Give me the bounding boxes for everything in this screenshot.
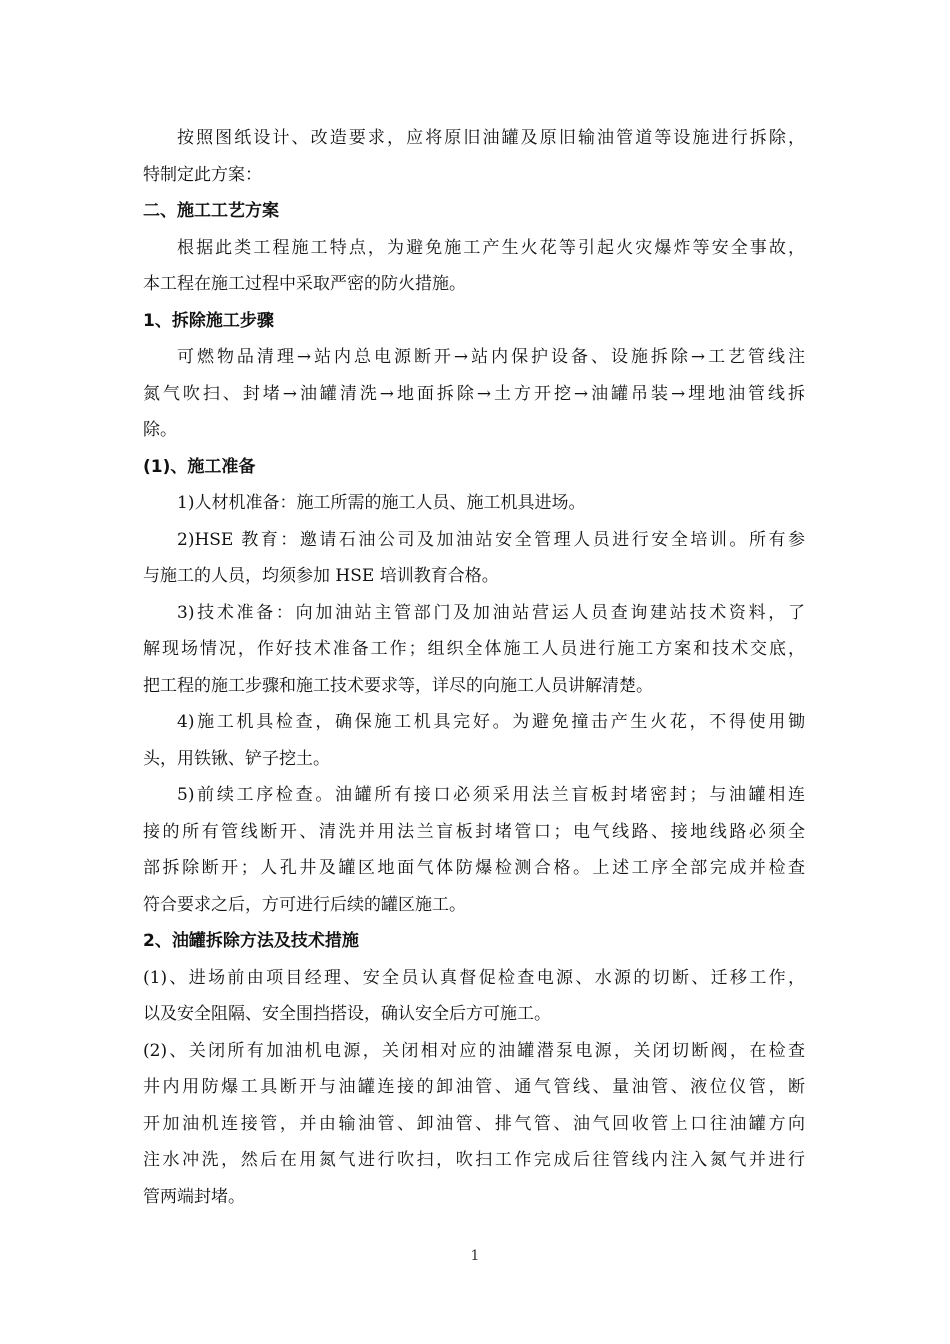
body-text-line: (2)、关闭所有加油机电源，关闭相对应的油罐潜泵电源，关闭切断阀，在检查 <box>143 1040 805 1061</box>
subsection-heading: 2、油罐拆除方法及技术措施 <box>143 931 359 951</box>
body-text-line: 除。 <box>143 420 177 440</box>
document-body <box>143 120 805 1215</box>
section-heading: 二、施工工艺方案 <box>143 201 279 221</box>
body-text-line: 开加油机连接管，并由输油管、卸油管、排气管、油气回收管上口往油罐方向 <box>143 1113 805 1134</box>
body-text-line: 可燃物品清理→站内总电源断开→站内保护设备、设施拆除→工艺管线注 <box>177 347 805 367</box>
body-text-line: 氮气吹扫、封堵→油罐清洗→地面拆除→土方开挖→油罐吊装→埋地油管线拆 <box>143 383 805 404</box>
list-item-line: 3)技术准备：向加油站主管部门及加油站营运人员查询建站技术资料，了 <box>177 602 805 623</box>
list-item-line: 与施工的人员，均须参加 HSE 培训教育合格。 <box>143 566 499 586</box>
list-item-line: 4)施工机具检查，确保施工机具完好。为避免撞击产生火花，不得使用锄 <box>177 712 805 732</box>
body-text-line: 注水冲洗，然后在用氮气进行吹扫，吹扫工作完成后往管线内注入氮气并进行 <box>143 1150 805 1170</box>
body-text-line: 以及安全阻隔、安全围挡搭设，确认安全后方可施工。 <box>143 1004 551 1024</box>
list-item-line: 解现场情况，作好技术准备工作；组织全体施工人员进行施工方案和技术交底， <box>143 639 805 659</box>
body-text-line: 特制定此方案： <box>143 164 262 185</box>
list-item-line: 5)前续工序检查。油罐所有接口必须采用法兰盲板封堵密封；与油罐相连 <box>177 785 805 805</box>
body-text-line: 管两端封堵。 <box>143 1186 245 1207</box>
list-item-line: 1)人材机准备：施工所需的施工人员、施工机具进场。 <box>177 493 586 513</box>
list-item-line: 部拆除断开；人孔井及罐区地面气体防爆检测合格。上述工序全部完成并检查 <box>143 858 805 878</box>
body-text-line: 根据此类工程施工特点，为避免施工产生火花等引起火灾爆炸等安全事故， <box>177 237 805 258</box>
list-item-line: 接的所有管线断开、清洗并用法兰盲板封堵管口；电气线路、接地线路必须全 <box>143 821 805 842</box>
subsection-heading: (1)、施工准备 <box>143 456 256 477</box>
list-item-line: 把工程的施工步骤和施工技术要求等，详尽的向施工人员讲解清楚。 <box>143 675 653 696</box>
body-text-line: 本工程在施工过程中采取严密的防火措施。 <box>143 274 466 294</box>
subsection-heading: 1、拆除施工步骤 <box>143 310 274 331</box>
list-item-line: 符合要求之后，方可进行后续的罐区施工。 <box>143 894 466 915</box>
body-text-line: 按照图纸设计、改造要求，应将原旧油罐及原旧输油管道等设施进行拆除， <box>177 128 805 148</box>
page-number: 1 <box>470 1248 480 1264</box>
list-item-line: 头，用铁锹、铲子挖土。 <box>143 748 330 769</box>
list-item-line: 2)HSE 教育：邀请石油公司及加油站安全管理人员进行安全培训。所有参 <box>177 529 805 550</box>
body-text-line: 井内用防爆工具断开与油罐连接的卸油管、通气管线、量油管、液位仪管，断 <box>143 1077 805 1097</box>
body-text-line: (1)、进场前由项目经理、安全员认真督促检查电源、水源的切断、迁移工作， <box>143 967 805 988</box>
